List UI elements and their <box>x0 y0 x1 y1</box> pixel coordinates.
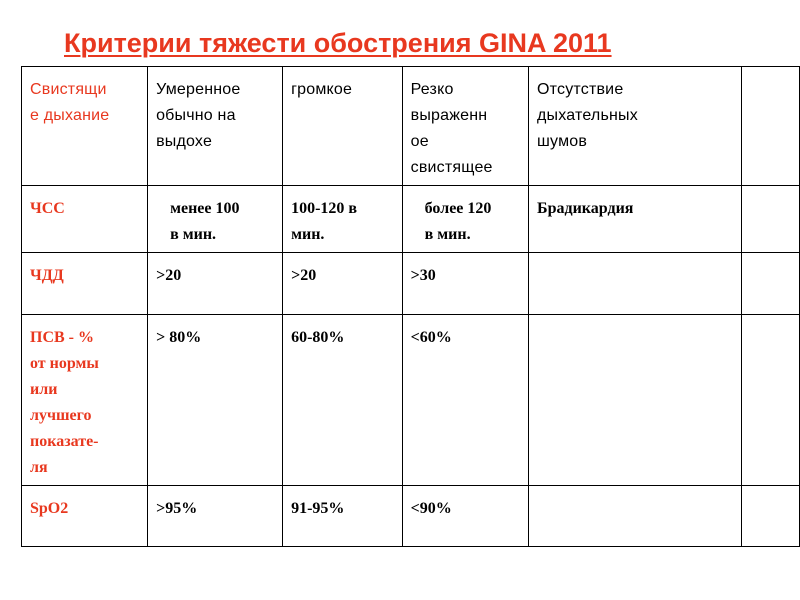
cell-text: >20 <box>156 267 182 284</box>
cell-text: >95% <box>156 500 198 517</box>
table-cell-empty <box>529 315 742 486</box>
table-cell <box>402 67 528 186</box>
table-cell <box>148 186 283 253</box>
cell-text: менее 100 в мин. <box>170 200 240 243</box>
cell-text: >30 <box>410 267 436 284</box>
severity-criteria-table <box>21 66 800 547</box>
table-row-peak-flow <box>22 315 800 486</box>
row-label-text: ПСВ - % от нормы или лучшего показате- ля <box>30 329 99 476</box>
row-label-text: SpO2 <box>30 500 69 517</box>
table-cell <box>529 67 742 186</box>
table-cell <box>529 186 742 253</box>
table-cell-empty <box>529 486 742 547</box>
cell-text: > 80% <box>156 329 202 346</box>
cell-text: более 120 в мин. <box>424 200 492 243</box>
table-cell <box>402 486 528 547</box>
table-cell-empty <box>742 67 800 186</box>
row-label-text: Свистящи е дыхание <box>30 81 110 124</box>
table-cell-empty <box>742 486 800 547</box>
row-label-spo2 <box>22 486 148 547</box>
cell-text: 91-95% <box>291 500 345 517</box>
row-label-peak-flow <box>22 315 148 486</box>
page-title: Критерии тяжести обострения GINA 2011 <box>64 28 612 58</box>
table-cell-empty <box>742 186 800 253</box>
cell-text: >20 <box>291 267 317 284</box>
table-cell <box>283 486 403 547</box>
cell-text: Брадикардия <box>537 200 634 217</box>
row-label-text: ЧСС <box>30 200 65 217</box>
cell-text: Умеренное обычно на выдохе <box>156 81 241 150</box>
cell-text: Резко выраженн ое свистящее <box>410 81 493 176</box>
cell-text: <60% <box>410 329 452 346</box>
table-cell-empty <box>529 253 742 315</box>
table-cell <box>148 486 283 547</box>
table-row-spo2 <box>22 486 800 547</box>
row-label-heart-rate <box>22 186 148 253</box>
table-cell <box>283 253 403 315</box>
table-cell <box>148 67 283 186</box>
table-row-wheezing <box>22 67 800 186</box>
table-cell <box>402 186 528 253</box>
table-cell <box>148 253 283 315</box>
table-cell <box>148 315 283 486</box>
table-cell <box>283 315 403 486</box>
table-cell <box>283 67 403 186</box>
row-label-wheezing <box>22 67 148 186</box>
cell-text: 60-80% <box>291 329 345 346</box>
table-cell <box>402 253 528 315</box>
cell-text: 100-120 в мин. <box>291 200 358 243</box>
table-cell-empty <box>742 315 800 486</box>
table-cell <box>283 186 403 253</box>
cell-text: <90% <box>410 500 452 517</box>
row-label-respiratory-rate <box>22 253 148 315</box>
table-row-respiratory-rate <box>22 253 800 315</box>
cell-text: Отсутствие дыхательных шумов <box>537 81 638 150</box>
table-cell-empty <box>742 253 800 315</box>
row-label-text: ЧДД <box>30 267 64 284</box>
cell-text: громкое <box>291 81 353 98</box>
table-row-heart-rate <box>22 186 800 253</box>
table-cell <box>402 315 528 486</box>
